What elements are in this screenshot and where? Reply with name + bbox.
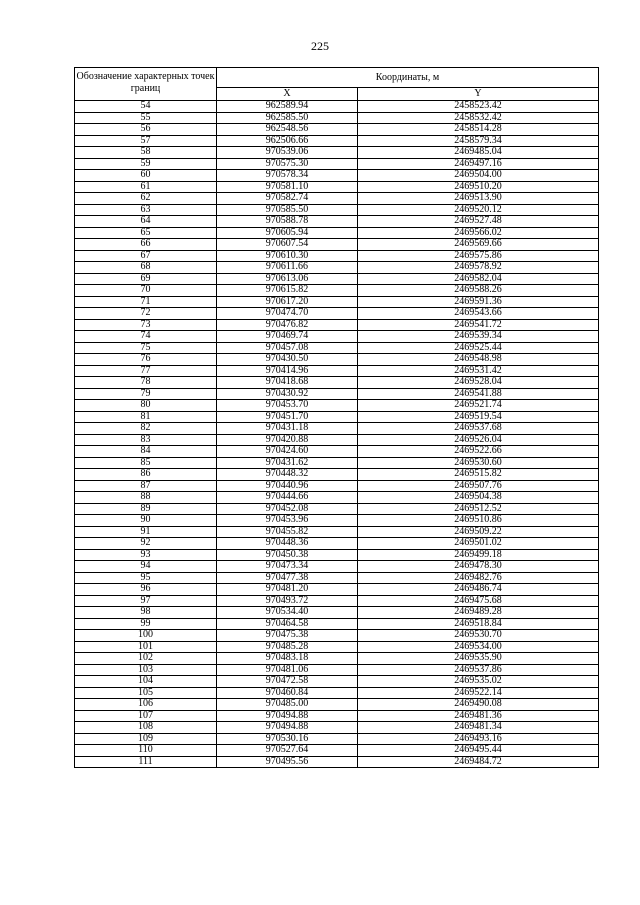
table-row: [75, 538, 599, 550]
table-row: [75, 147, 599, 159]
table-row: [75, 388, 599, 400]
table-row: [75, 653, 599, 665]
table-row: [75, 204, 599, 216]
table-row: [75, 135, 599, 147]
table-row: [75, 296, 599, 308]
point-number-cell: 106: [75, 699, 217, 711]
header-x: X: [217, 88, 358, 101]
x-coordinate-cell: 970481.20: [217, 584, 358, 596]
table-row: [75, 446, 599, 458]
point-number-cell: 73: [75, 319, 217, 331]
x-coordinate-cell: 970539.06: [217, 147, 358, 159]
y-coordinate-cell: 2469591.36: [358, 296, 599, 308]
table-row: [75, 112, 599, 124]
x-coordinate-cell: 970448.36: [217, 538, 358, 550]
x-coordinate-cell: 970476.82: [217, 319, 358, 331]
table-row: [75, 733, 599, 745]
y-coordinate-cell: 2469588.26: [358, 285, 599, 297]
x-coordinate-cell: 970494.88: [217, 722, 358, 734]
table-row: [75, 710, 599, 722]
x-coordinate-cell: 970451.70: [217, 411, 358, 423]
table-row: [75, 515, 599, 527]
y-coordinate-cell: 2458532.42: [358, 112, 599, 124]
y-coordinate-cell: 2469578.92: [358, 262, 599, 274]
table-row: [75, 342, 599, 354]
table-row: [75, 377, 599, 389]
x-coordinate-cell: 970430.50: [217, 354, 358, 366]
point-number-cell: 94: [75, 561, 217, 573]
x-coordinate-cell: 970440.96: [217, 480, 358, 492]
point-number-cell: 59: [75, 158, 217, 170]
point-number-cell: 79: [75, 388, 217, 400]
table-row: [75, 423, 599, 435]
x-coordinate-cell: 970431.62: [217, 457, 358, 469]
table-header: [75, 68, 599, 101]
table-row: [75, 273, 599, 285]
point-number-cell: 69: [75, 273, 217, 285]
table-row: [75, 756, 599, 768]
x-coordinate-cell: 970605.94: [217, 227, 358, 239]
x-coordinate-cell: 970588.78: [217, 216, 358, 228]
y-coordinate-cell: 2469566.02: [358, 227, 599, 239]
point-number-cell: 105: [75, 687, 217, 699]
y-coordinate-cell: 2469510.86: [358, 515, 599, 527]
y-coordinate-cell: 2469535.90: [358, 653, 599, 665]
point-number-cell: 109: [75, 733, 217, 745]
y-coordinate-cell: 2469507.76: [358, 480, 599, 492]
y-coordinate-cell: 2469486.74: [358, 584, 599, 596]
x-coordinate-cell: 970581.10: [217, 181, 358, 193]
point-number-cell: 110: [75, 745, 217, 757]
point-number-cell: 102: [75, 653, 217, 665]
table-row: [75, 216, 599, 228]
x-coordinate-cell: 970452.08: [217, 503, 358, 515]
table-row: [75, 285, 599, 297]
point-number-cell: 74: [75, 331, 217, 343]
y-coordinate-cell: 2469528.04: [358, 377, 599, 389]
table-row: [75, 250, 599, 262]
y-coordinate-cell: 2469510.20: [358, 181, 599, 193]
x-coordinate-cell: 970450.38: [217, 549, 358, 561]
point-number-cell: 72: [75, 308, 217, 320]
point-number-cell: 67: [75, 250, 217, 262]
y-coordinate-cell: 2458523.42: [358, 101, 599, 113]
point-number-cell: 76: [75, 354, 217, 366]
point-number-cell: 86: [75, 469, 217, 481]
x-coordinate-cell: 970424.60: [217, 446, 358, 458]
header-point-designation: Обозначение характерных точек границ: [75, 68, 217, 101]
table-row: [75, 630, 599, 642]
point-number-cell: 78: [75, 377, 217, 389]
y-coordinate-cell: 2458579.34: [358, 135, 599, 147]
y-coordinate-cell: 2469537.86: [358, 664, 599, 676]
y-coordinate-cell: 2469509.22: [358, 526, 599, 538]
x-coordinate-cell: 970453.96: [217, 515, 358, 527]
x-coordinate-cell: 970607.54: [217, 239, 358, 251]
table-row: [75, 227, 599, 239]
table-row: [75, 101, 599, 113]
y-coordinate-cell: 2469482.76: [358, 572, 599, 584]
y-coordinate-cell: 2469497.16: [358, 158, 599, 170]
point-number-cell: 81: [75, 411, 217, 423]
y-coordinate-cell: 2469582.04: [358, 273, 599, 285]
x-coordinate-cell: 970477.38: [217, 572, 358, 584]
table-row: [75, 158, 599, 170]
x-coordinate-cell: 970617.20: [217, 296, 358, 308]
header-y: Y: [358, 88, 599, 101]
point-number-cell: 90: [75, 515, 217, 527]
table-row: [75, 526, 599, 538]
y-coordinate-cell: 2469495.44: [358, 745, 599, 757]
y-coordinate-cell: 2469484.72: [358, 756, 599, 768]
y-coordinate-cell: 2469548.98: [358, 354, 599, 366]
table-row: [75, 170, 599, 182]
y-coordinate-cell: 2469504.00: [358, 170, 599, 182]
table-row: [75, 411, 599, 423]
x-coordinate-cell: 970578.34: [217, 170, 358, 182]
table-row: [75, 676, 599, 688]
x-coordinate-cell: 970485.28: [217, 641, 358, 653]
x-coordinate-cell: 970444.66: [217, 492, 358, 504]
x-coordinate-cell: 970414.96: [217, 365, 358, 377]
point-number-cell: 95: [75, 572, 217, 584]
y-coordinate-cell: 2469541.88: [358, 388, 599, 400]
x-coordinate-cell: 962506.66: [217, 135, 358, 147]
x-coordinate-cell: 970430.92: [217, 388, 358, 400]
point-number-cell: 104: [75, 676, 217, 688]
x-coordinate-cell: 970455.82: [217, 526, 358, 538]
x-coordinate-cell: 970534.40: [217, 607, 358, 619]
x-coordinate-cell: 970457.08: [217, 342, 358, 354]
table-row: [75, 365, 599, 377]
x-coordinate-cell: 970493.72: [217, 595, 358, 607]
point-number-cell: 111: [75, 756, 217, 768]
y-coordinate-cell: 2469475.68: [358, 595, 599, 607]
y-coordinate-cell: 2469525.44: [358, 342, 599, 354]
x-coordinate-cell: 970485.00: [217, 699, 358, 711]
x-coordinate-cell: 970613.06: [217, 273, 358, 285]
point-number-cell: 56: [75, 124, 217, 136]
coordinates-table: [74, 67, 599, 768]
y-coordinate-cell: 2469530.60: [358, 457, 599, 469]
table-row: [75, 354, 599, 366]
point-number-cell: 98: [75, 607, 217, 619]
y-coordinate-cell: 2469534.00: [358, 641, 599, 653]
x-coordinate-cell: 970481.06: [217, 664, 358, 676]
x-coordinate-cell: 962585.50: [217, 112, 358, 124]
x-coordinate-cell: 970475.38: [217, 630, 358, 642]
y-coordinate-cell: 2469526.04: [358, 434, 599, 446]
table-row: [75, 319, 599, 331]
y-coordinate-cell: 2469535.02: [358, 676, 599, 688]
point-number-cell: 66: [75, 239, 217, 251]
x-coordinate-cell: 970418.68: [217, 377, 358, 389]
y-coordinate-cell: 2469569.66: [358, 239, 599, 251]
table-row: [75, 193, 599, 205]
point-number-cell: 101: [75, 641, 217, 653]
table-row: [75, 607, 599, 619]
table-row: [75, 469, 599, 481]
point-number-cell: 107: [75, 710, 217, 722]
point-number-cell: 99: [75, 618, 217, 630]
y-coordinate-cell: 2469543.66: [358, 308, 599, 320]
point-number-cell: 55: [75, 112, 217, 124]
x-coordinate-cell: 970472.58: [217, 676, 358, 688]
x-coordinate-cell: 970575.30: [217, 158, 358, 170]
x-coordinate-cell: 962548.56: [217, 124, 358, 136]
y-coordinate-cell: 2469541.72: [358, 319, 599, 331]
table-row: [75, 503, 599, 515]
point-number-cell: 71: [75, 296, 217, 308]
point-number-cell: 54: [75, 101, 217, 113]
point-number-cell: 91: [75, 526, 217, 538]
y-coordinate-cell: 2469537.68: [358, 423, 599, 435]
table-body: [75, 101, 599, 768]
y-coordinate-cell: 2469512.52: [358, 503, 599, 515]
table-row: [75, 434, 599, 446]
point-number-cell: 88: [75, 492, 217, 504]
x-coordinate-cell: 970469.74: [217, 331, 358, 343]
point-number-cell: 64: [75, 216, 217, 228]
point-number-cell: 75: [75, 342, 217, 354]
point-number-cell: 62: [75, 193, 217, 205]
y-coordinate-cell: 2469518.84: [358, 618, 599, 630]
table-row: [75, 549, 599, 561]
table-row: [75, 239, 599, 251]
point-number-cell: 82: [75, 423, 217, 435]
y-coordinate-cell: 2469499.18: [358, 549, 599, 561]
x-coordinate-cell: 970448.32: [217, 469, 358, 481]
point-number-cell: 85: [75, 457, 217, 469]
point-number-cell: 97: [75, 595, 217, 607]
table-row: [75, 124, 599, 136]
y-coordinate-cell: 2469522.14: [358, 687, 599, 699]
point-number-cell: 65: [75, 227, 217, 239]
point-number-cell: 96: [75, 584, 217, 596]
y-coordinate-cell: 2469493.16: [358, 733, 599, 745]
x-coordinate-cell: 970453.70: [217, 400, 358, 412]
point-number-cell: 57: [75, 135, 217, 147]
x-coordinate-cell: 970473.34: [217, 561, 358, 573]
x-coordinate-cell: 970527.64: [217, 745, 358, 757]
table-row: [75, 480, 599, 492]
table-row: [75, 584, 599, 596]
table-row: [75, 641, 599, 653]
point-number-cell: 87: [75, 480, 217, 492]
y-coordinate-cell: 2469485.04: [358, 147, 599, 159]
y-coordinate-cell: 2469481.34: [358, 722, 599, 734]
x-coordinate-cell: 970474.70: [217, 308, 358, 320]
y-coordinate-cell: 2469527.48: [358, 216, 599, 228]
header-coordinates: Координаты, м: [217, 68, 599, 88]
y-coordinate-cell: 2469531.42: [358, 365, 599, 377]
table-row: [75, 561, 599, 573]
table-row: [75, 699, 599, 711]
x-coordinate-cell: 970464.58: [217, 618, 358, 630]
point-number-cell: 84: [75, 446, 217, 458]
point-number-cell: 83: [75, 434, 217, 446]
y-coordinate-cell: 2469521.74: [358, 400, 599, 412]
table-row: [75, 687, 599, 699]
point-number-cell: 100: [75, 630, 217, 642]
point-number-cell: 93: [75, 549, 217, 561]
x-coordinate-cell: 970460.84: [217, 687, 358, 699]
y-coordinate-cell: 2469481.36: [358, 710, 599, 722]
table-row: [75, 492, 599, 504]
y-coordinate-cell: 2469478.30: [358, 561, 599, 573]
x-coordinate-cell: 970483.18: [217, 653, 358, 665]
table-row: [75, 722, 599, 734]
x-coordinate-cell: 970615.82: [217, 285, 358, 297]
table-row: [75, 457, 599, 469]
x-coordinate-cell: 970582.74: [217, 193, 358, 205]
point-number-cell: 108: [75, 722, 217, 734]
point-number-cell: 80: [75, 400, 217, 412]
table-row: [75, 262, 599, 274]
y-coordinate-cell: 2469489.28: [358, 607, 599, 619]
table-row: [75, 400, 599, 412]
x-coordinate-cell: 962589.94: [217, 101, 358, 113]
point-number-cell: 58: [75, 147, 217, 159]
table-row: [75, 572, 599, 584]
point-number-cell: 103: [75, 664, 217, 676]
page-number: 225: [311, 39, 329, 53]
y-coordinate-cell: 2469539.34: [358, 331, 599, 343]
y-coordinate-cell: 2458514.28: [358, 124, 599, 136]
point-number-cell: 89: [75, 503, 217, 515]
y-coordinate-cell: 2469501.02: [358, 538, 599, 550]
y-coordinate-cell: 2469519.54: [358, 411, 599, 423]
y-coordinate-cell: 2469575.86: [358, 250, 599, 262]
point-number-cell: 77: [75, 365, 217, 377]
table-row: [75, 308, 599, 320]
point-number-cell: 68: [75, 262, 217, 274]
y-coordinate-cell: 2469520.12: [358, 204, 599, 216]
point-number-cell: 70: [75, 285, 217, 297]
y-coordinate-cell: 2469515.82: [358, 469, 599, 481]
x-coordinate-cell: 970431.18: [217, 423, 358, 435]
point-number-cell: 92: [75, 538, 217, 550]
table-row: [75, 595, 599, 607]
x-coordinate-cell: 970611.66: [217, 262, 358, 274]
x-coordinate-cell: 970530.16: [217, 733, 358, 745]
x-coordinate-cell: 970494.88: [217, 710, 358, 722]
x-coordinate-cell: 970585.50: [217, 204, 358, 216]
y-coordinate-cell: 2469522.66: [358, 446, 599, 458]
point-number-cell: 63: [75, 204, 217, 216]
y-coordinate-cell: 2469513.90: [358, 193, 599, 205]
point-number-cell: 61: [75, 181, 217, 193]
x-coordinate-cell: 970495.56: [217, 756, 358, 768]
x-coordinate-cell: 970420.88: [217, 434, 358, 446]
table-row: [75, 618, 599, 630]
table-row: [75, 181, 599, 193]
y-coordinate-cell: 2469490.08: [358, 699, 599, 711]
x-coordinate-cell: 970610.30: [217, 250, 358, 262]
point-number-cell: 60: [75, 170, 217, 182]
table-row: [75, 745, 599, 757]
table-row: [75, 331, 599, 343]
table-row: [75, 664, 599, 676]
y-coordinate-cell: 2469530.70: [358, 630, 599, 642]
y-coordinate-cell: 2469504.38: [358, 492, 599, 504]
